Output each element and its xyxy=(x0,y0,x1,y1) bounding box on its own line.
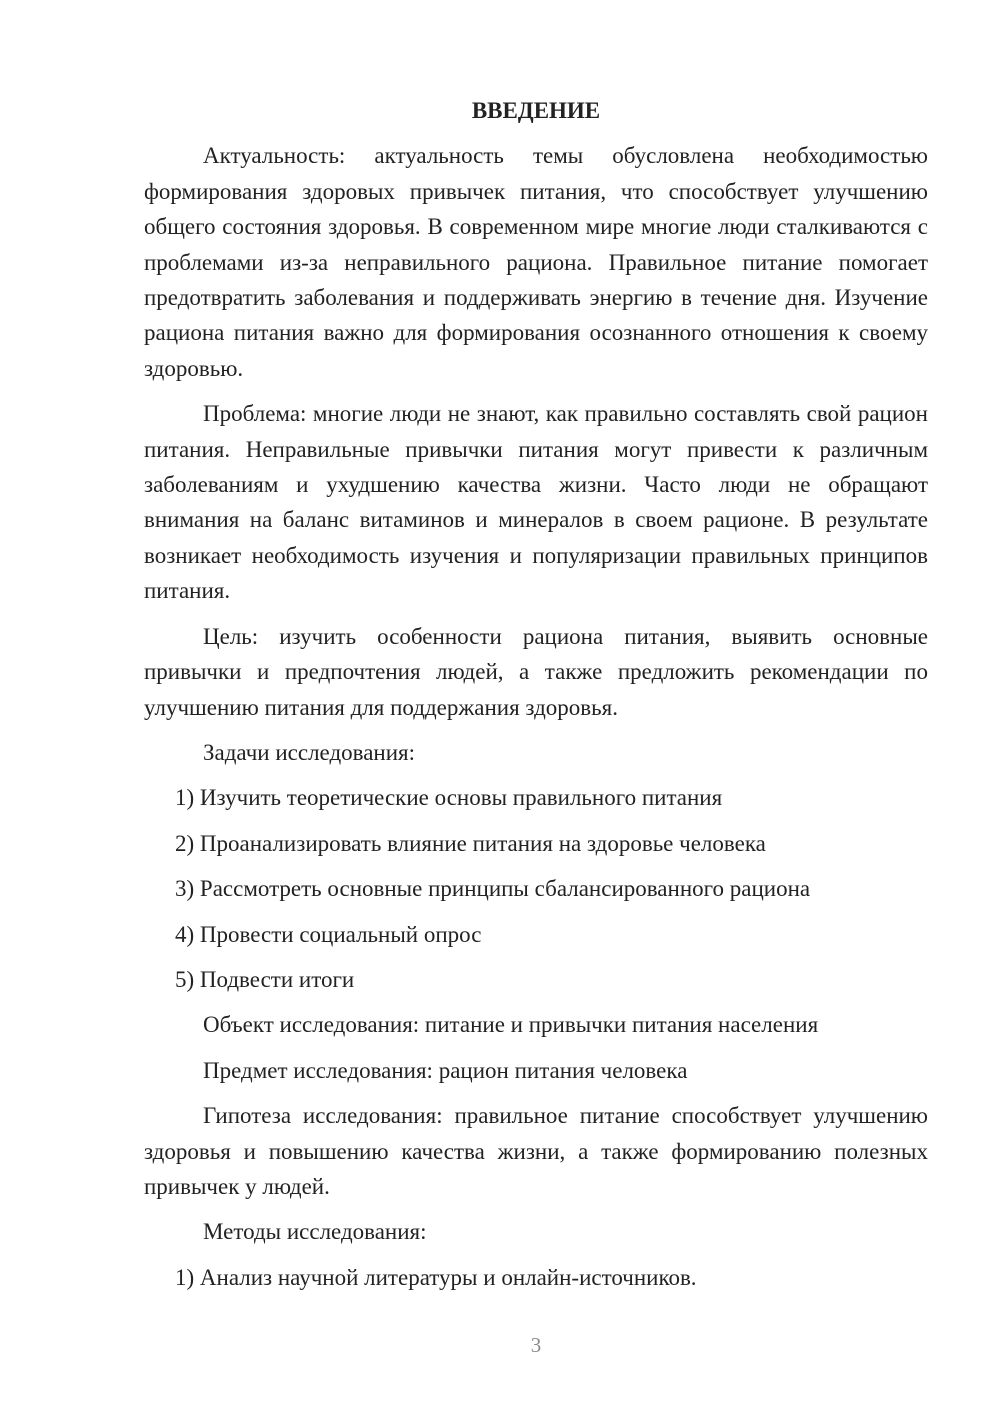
page-number: 3 xyxy=(530,1333,542,1357)
object-line: Объект исследования: питание и привычки питания населения xyxy=(203,1012,819,1038)
section-title: ВВЕДЕНИЕ xyxy=(471,98,601,123)
list-item: 3) Рассмотреть основные принципы сбалансированного рациона xyxy=(175,876,811,902)
list-item: 5) Подвести итоги xyxy=(175,966,355,992)
relevance-paragraph: Актуальность: актуальность темы обусловлена необходимостью формирования здоровых привычек питания, что способствует улучшению общего состояния здоровья. В современном мире многие люди сталкиваются с проблемами из-за неправильного рациона. Правильное питание помогает предотвратить заболевания и поддерживать энергию в течение дня. Изучение рациона питания важно для формирования осознанного отношения к своему здоровью. xyxy=(144,143,928,381)
methods-list xyxy=(144,1260,928,1295)
page-content xyxy=(144,93,928,1305)
problem-paragraph: Проблема: многие люди не знают, как правильно составлять свой рацион питания. Неправильные привычки питания могут привести к различным заболеваниям и ухудшению качества жизни. Часто люди не обращают внимания на баланс витаминов и минералов в своем рационе. В результате возникает необходимость изучения и популяризации правильных принципов питания. xyxy=(144,401,928,604)
list-item: 2) Проанализировать влияние питания на здоровье человека xyxy=(175,830,766,856)
goal-paragraph: Цель: изучить особенности рациона питания, выявить основные привычки и предпочтения людей, а также предложить рекомендации по улучшению питания для поддержания здоровья. xyxy=(144,623,928,720)
subject-line: Предмет исследования: рацион питания человека xyxy=(203,1057,688,1083)
methods-heading: Методы исследования: xyxy=(203,1219,427,1245)
tasks-heading: Задачи исследования: xyxy=(203,739,416,765)
tasks-list xyxy=(144,780,928,997)
list-item: 1) Изучить теоретические основы правильного питания xyxy=(175,785,723,811)
hypothesis-paragraph: Гипотеза исследования: правильное питание способствует улучшению здоровья и повышению качества жизни, а также формированию полезных привычек у людей. xyxy=(144,1103,928,1199)
list-item: 4) Провести социальный опрос xyxy=(175,921,482,947)
list-item: 1) Анализ научной литературы и онлайн-источников. xyxy=(175,1264,697,1290)
